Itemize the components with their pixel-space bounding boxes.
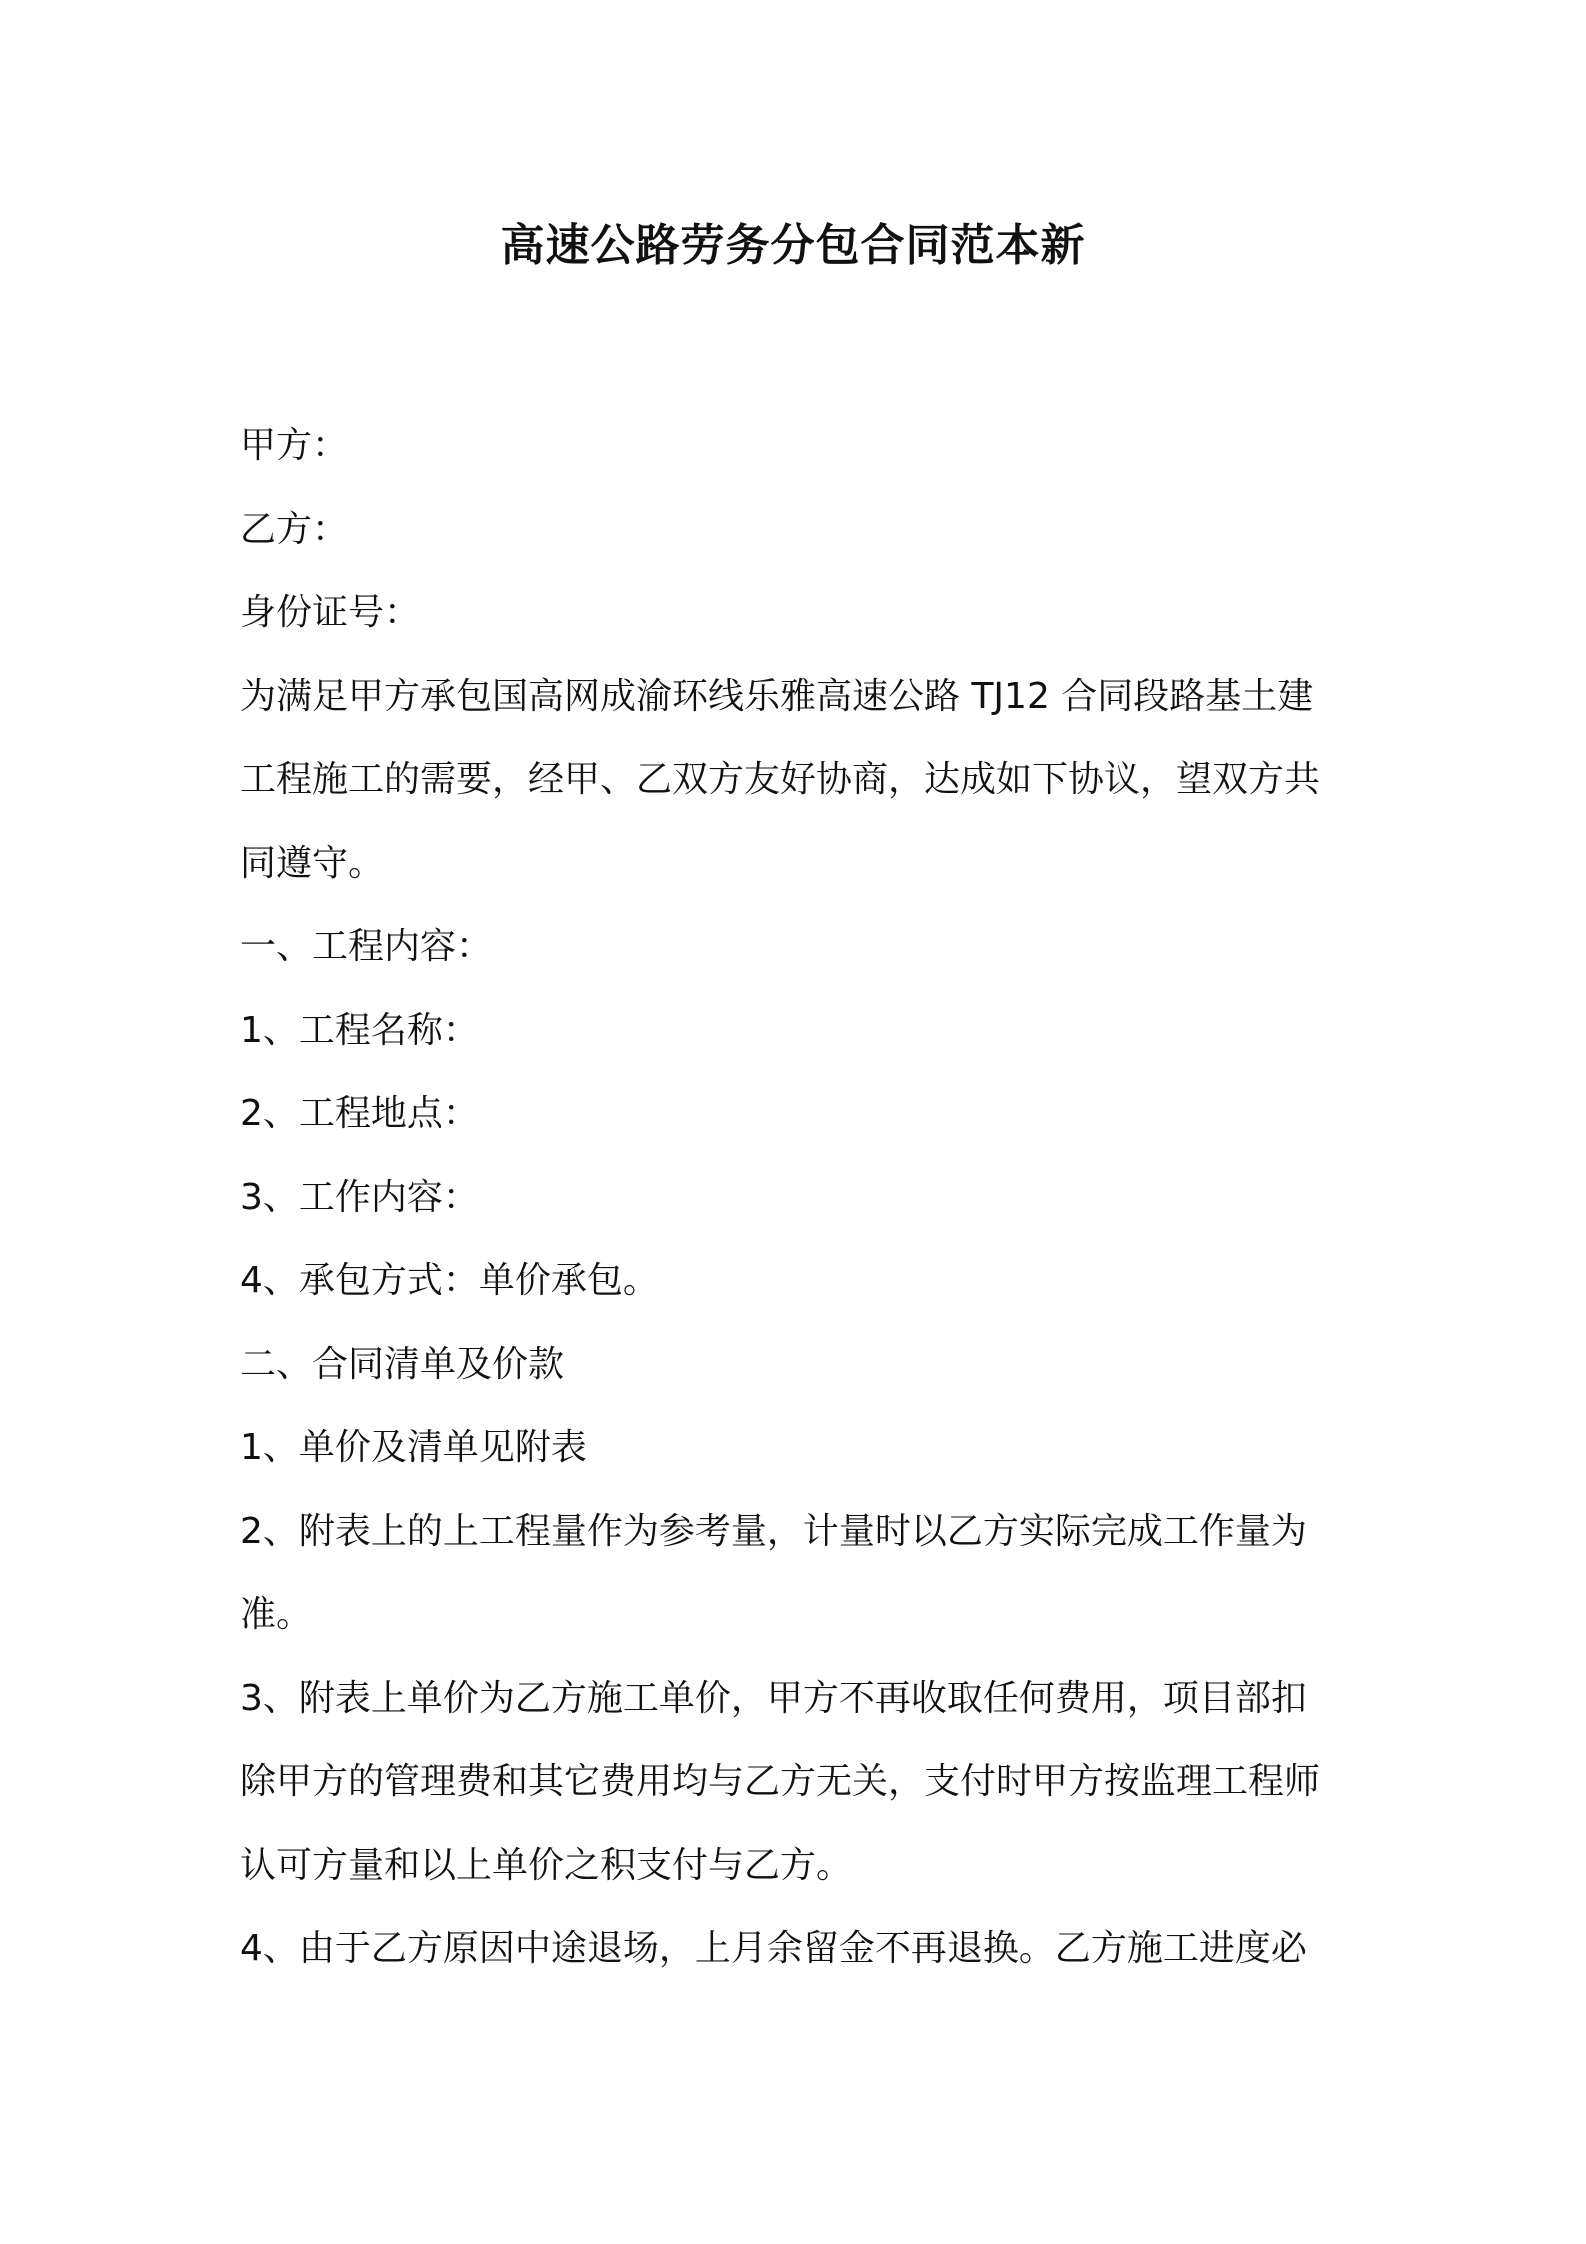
- section-1-item-4: 4、承包方式：单价承包。: [240, 1260, 659, 1301]
- section-2-item-2-line-2: 准。: [240, 1594, 313, 1635]
- document-title: 高速公路劳务分包合同范本新: [500, 220, 1086, 271]
- section-2-item-1: 1、单价及清单见附表: [240, 1427, 587, 1468]
- preamble-line-2: 工程施工的需要，经甲、乙双方友好协商，达成如下协议，望双方共: [240, 759, 1321, 800]
- section-1-item-1: 1、工程名称：: [240, 1009, 479, 1051]
- preamble-line-1: 为满足甲方承包国高网成渝环线乐雅高速公路 TJ12 合同段路基土建: [240, 675, 1314, 717]
- party-b-line: 乙方：: [240, 508, 349, 550]
- section-1-item-2: 2、工程地点：: [240, 1093, 479, 1134]
- section-2-item-4-line-1: 4、由于乙方原因中途退场，上月余留金不再退换。乙方施工进度必: [240, 1928, 1307, 1969]
- preamble-line-3: 同遵守。: [240, 842, 385, 884]
- section-2-item-3-line-1: 3、附表上单价为乙方施工单价，甲方不再收取任何费用，项目部扣: [240, 1677, 1307, 1719]
- section-2-item-2-line-1: 2、附表上的上工程量作为参考量，计量时以乙方实际完成工作量为: [240, 1510, 1307, 1552]
- section-2-heading: 二、合同清单及价款: [240, 1343, 565, 1385]
- section-1-item-3: 3、工作内容：: [240, 1176, 479, 1218]
- section-1-heading: 一、工程内容：: [240, 926, 493, 967]
- section-2-item-3-line-2: 除甲方的管理费和其它费用均与乙方无关，支付时甲方按监理工程师: [240, 1761, 1321, 1802]
- document-body: [240, 404, 1360, 1991]
- party-a-line: 甲方：: [240, 425, 349, 466]
- section-2-item-3-line-3: 认可方量和以上单价之积支付与乙方。: [240, 1844, 853, 1886]
- id-number-line: 身份证号：: [240, 592, 421, 633]
